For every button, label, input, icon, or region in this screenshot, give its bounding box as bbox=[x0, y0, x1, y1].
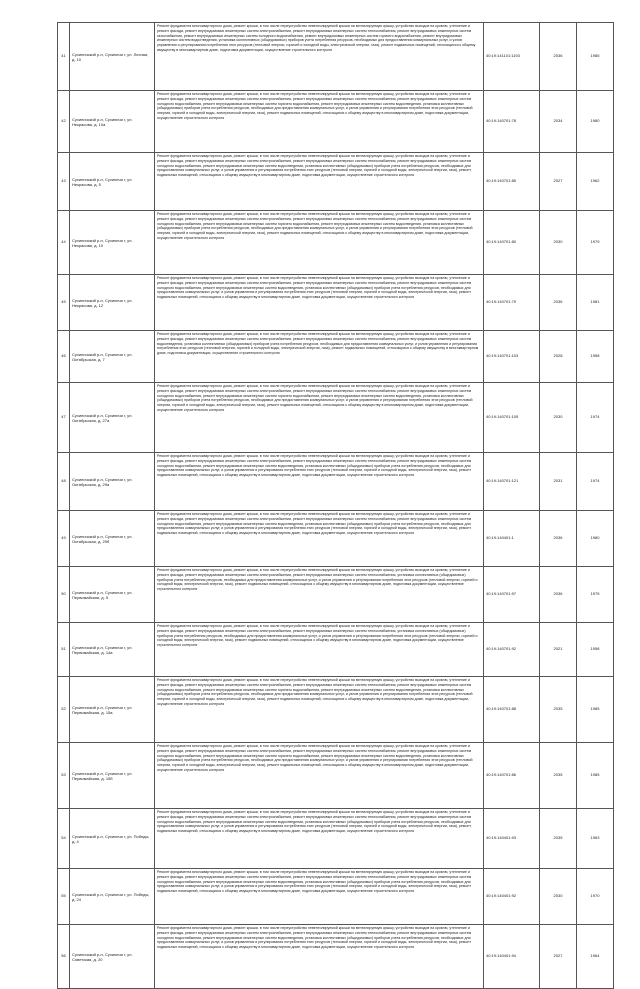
build-year-cell: 1985 bbox=[577, 743, 614, 809]
cadastral-number-cell: 40:19:140701:92 bbox=[484, 623, 540, 677]
table-body bbox=[58, 23, 614, 989]
table-row bbox=[58, 453, 614, 511]
address-cell: Сухиничский р-н, Сухиничи г, ул. Лесная, д. 10 bbox=[70, 23, 155, 91]
planned-year-cell: 2034 bbox=[540, 91, 577, 153]
work-list-cell: Ремонт фундамента многоквартирного дома, ремонт крыши, в том числе переустройство невентилируемой крыши на вентилируемую крышу, устройство выходов на кровлю, утепление и ремонт фасада, ремонт внутридомовых инженерных систем электроснабжения, ремонт внутридомовых инженерных систем теплоснабжения, ремонт внутридомовых инженерных систем водоотведения, установка коллективных (общедомовых) приборов учета потребления ресурсов, необходимых для предоставления коммунальных услуг, и узлов управления и регулирования потребления этих ресурсов (тепловой энергии, горячей и холодной воды, электрической энергии, газа), ремонт подвальных помещений, относящихся к общему имуществу в многоквартирном доме, подготовка документации, осуществление строительного контроля bbox=[155, 331, 484, 383]
cadastral-number-cell: 40:19:141101:1193 bbox=[484, 23, 540, 91]
planned-year-cell: 2030 bbox=[540, 383, 577, 453]
build-year-cell: 1974 bbox=[577, 383, 614, 453]
build-year-cell: 1958 bbox=[577, 623, 614, 677]
planned-year-cell: 2036 bbox=[540, 511, 577, 567]
address-cell: Сухиничский р-н, Сухиничи г, ул. Некрасова, д. 10а bbox=[70, 91, 155, 153]
build-year-cell: 1958 bbox=[577, 331, 614, 383]
build-year-cell: 1970 bbox=[577, 869, 614, 925]
row-number: 42 bbox=[58, 91, 70, 153]
table-row bbox=[58, 91, 614, 153]
table-row bbox=[58, 567, 614, 623]
address-cell: Сухиничский р-н, Сухиничи г, ул. Первомайская, д. 14а bbox=[70, 623, 155, 677]
planned-year-cell: 2027 bbox=[540, 153, 577, 211]
cadastral-number-cell: 40:19:140701:88 bbox=[484, 677, 540, 743]
work-list-cell: Ремонт фундамента многоквартирного дома, ремонт крыши, в том числе переустройство невентилируемой крыши на вентилируемую крышу, устройство выходов на кровлю, утепление и ремонт фасада, ремонт внутридомовых инженерных систем электроснабжения, ремонт внутридомовых инженерных систем теплоснабжения, ремонт внутридомовых инженерных систем холодного водоснабжения, ремонт внутридомовых инженерных систем горячего водоснабжения, ремонт внутридомовых инженерных систем водоотведения, установка коллективных (общедомовых) приборов учета потребления ресурсов, необходимых для предоставления коммунальных услуг, и узлов управления и регулирования потребления этих ресурсов (тепловой энергии, горячей и холодной воды, электрической энергии, газа), ремонт подвальных помещений, относящихся к общему имуществу в многоквартирном доме, подготовка документации, осуществление строительного контроля bbox=[155, 211, 484, 275]
table-row bbox=[58, 925, 614, 989]
address-cell: Сухиничский р-н, Сухиничи г, ул. Первомайская, д. 5 bbox=[70, 567, 155, 623]
address-cell: Сухиничский р-н, Сухиничи г, ул. Победы, д. 24 bbox=[70, 869, 155, 925]
planned-year-cell: 2031 bbox=[540, 453, 577, 511]
planned-year-cell: 2030 bbox=[540, 869, 577, 925]
cadastral-number-cell: 40:19:140701:78 bbox=[484, 91, 540, 153]
planned-year-cell: 2028 bbox=[540, 331, 577, 383]
table-row bbox=[58, 869, 614, 925]
planned-year-cell: 2027 bbox=[540, 925, 577, 989]
row-number: 53 bbox=[58, 743, 70, 809]
build-year-cell: 1974 bbox=[577, 453, 614, 511]
table-row bbox=[58, 809, 614, 869]
table-row bbox=[58, 211, 614, 275]
address-cell: Сухиничский р-н, Сухиничи г, ул. Некрасова, д. 5 bbox=[70, 153, 155, 211]
row-number: 50 bbox=[58, 567, 70, 623]
cadastral-number-cell: 40:19:140401:92 bbox=[484, 869, 540, 925]
planned-year-cell: 2035 bbox=[540, 677, 577, 743]
row-number: 51 bbox=[58, 623, 70, 677]
row-number: 43 bbox=[58, 153, 70, 211]
address-cell: Сухиничский р-н, Сухиничи г, ул. Октябрьская, д. 29б bbox=[70, 511, 155, 567]
cadastral-number-cell: 40:19:140401:93 bbox=[484, 809, 540, 869]
table-row bbox=[58, 511, 614, 567]
address-cell: Сухиничский р-н, Сухиничи г, ул. Некрасова, д. 10 bbox=[70, 211, 155, 275]
build-year-cell: 1964 bbox=[577, 925, 614, 989]
address-cell: Сухиничский р-н, Сухиничи г, ул. Октябрьская, д. 7 bbox=[70, 331, 155, 383]
row-number: 56 bbox=[58, 925, 70, 989]
cadastral-number-cell: 40:19:140401:1 bbox=[484, 511, 540, 567]
build-year-cell: 1963 bbox=[577, 809, 614, 869]
row-number: 54 bbox=[58, 809, 70, 869]
work-list-cell: Ремонт фундамента многоквартирного дома, ремонт крыши, в том числе переустройство невентилируемой крыши на вентилируемую крышу, устройство выходов на кровлю, утепление и ремонт фасада, ремонт внутридомовых инженерных систем электроснабжения, ремонт внутридомовых инженерных систем теплоснабжения, ремонт внутридомовых инженерных систем холодного водоснабжения, ремонт внутридомовых инженерных систем горячего водоснабжения, ремонт внутридомовых инженерных систем водоотведения, установка коллективных (общедомовых) приборов учета потребления ресурсов, необходимых для предоставления коммунальных услуг, и узлов управления и регулирования потребления этих ресурсов (тепловой энергии, горячей и холодной воды, электрической энергии, газа), ремонт подвальных помещений, относящихся к общему имуществу в многоквартирном доме, подготовка документации, осуществление строительного контроля bbox=[155, 743, 484, 809]
address-cell: Сухиничский р-н, Сухиничи г, ул. Первомайская, д. 15б bbox=[70, 743, 155, 809]
build-year-cell: 1975 bbox=[577, 567, 614, 623]
planned-year-cell: 2036 bbox=[540, 23, 577, 91]
address-cell: Сухиничский р-н, Сухиничи г, ул. Некрасова, д. 12 bbox=[70, 275, 155, 331]
cadastral-number-cell: 40:19:140701:79 bbox=[484, 275, 540, 331]
work-list-cell: Ремонт фундамента многоквартирного дома, ремонт крыши, в том числе переустройство невентилируемой крыши на вентилируемую крышу, устройство выходов на кровлю, утепление и ремонт фасада, ремонт внутридомовых инженерных систем электроснабжения, ремонт внутридомовых инженерных систем теплоснабжения, ремонт внутридомовых инженерных систем холодного водоснабжения, ремонт внутридомовых инженерных систем горячего водоснабжения, ремонт внутридомовых инженерных систем водоотведения, установка коллективных (общедомовых) приборов учета потребления ресурсов, необходимых для предоставления коммунальных услуг, и узлов управления и регулирования потребления этих ресурсов (тепловой энергии, горячей и холодной воды, электрической энергии, газа), ремонт подвальных помещений, относящихся к общему имуществу в многоквартирном доме, подготовка документации, осуществление строительного контроля bbox=[155, 91, 484, 153]
build-year-cell: 1980 bbox=[577, 91, 614, 153]
table-row bbox=[58, 623, 614, 677]
cadastral-number-cell: 40:19:140701:121 bbox=[484, 453, 540, 511]
build-year-cell: 1985 bbox=[577, 23, 614, 91]
cadastral-number-cell: 40:19:140701:86 bbox=[484, 743, 540, 809]
work-list-cell: Ремонт фундамента многоквартирного дома, ремонт крыши, в том числе переустройство невентилируемой крыши на вентилируемую крышу, устройство выходов на кровлю, утепление и ремонт фасада, ремонт внутридомовых инженерных систем электроснабжения, ремонт внутридомовых инженерных систем теплоснабжения, ремонт внутридомовых инженерных систем газоснабжения, ремонт внутридомовых инженерных систем холодного водоснабжения, ремонт внутридомовых инженерных систем горячего водоснабжения, ремонт внутридомовых инженерных систем водоотведения, установка коллективных (общедомовых) приборов учета потребления ресурсов, необходимых для предоставления коммунальных услуг, и узлов управления и регулирования потребления этих ресурсов (тепловой энергии, горячей и холодной воды, электрической энергии, газа), ремонт подвальных помещений, относящихся к общему имуществу в многоквартирном доме, подготовка документации, осуществление строительного контроля bbox=[155, 23, 484, 91]
work-list-cell: Ремонт фундамента многоквартирного дома, ремонт крыши, в том числе переустройство невентилируемой крыши на вентилируемую крышу, устройство выходов на кровлю, утепление и ремонт фасада, ремонт внутридомовых инженерных систем электроснабжения, ремонт внутридомовых инженерных систем теплоснабжения, ремонт внутридомовых инженерных систем холодного водоснабжения, ремонт внутридомовых инженерных систем водоотведения, установка коллективных (общедомовых) приборов учета потребления ресурсов, необходимых для предоставления коммунальных услуг, и узлов управления и регулирования потребления этих ресурсов (тепловой энергии, горячей и холодной воды, электрической энергии, газа), ремонт подвальных помещений, относящихся к общему имуществу в многоквартирном доме, подготовка документации, осуществление строительного контроля bbox=[155, 511, 484, 567]
work-list-cell: Ремонт фундамента многоквартирного дома, ремонт крыши, в том числе переустройство невентилируемой крыши на вентилируемую крышу, устройство выходов на кровлю, утепление и ремонт фасада, ремонт внутридомовых инженерных систем электроснабжения, ремонт внутридомовых инженерных систем теплоснабжения, ремонт внутридомовых инженерных систем холодного водоснабжения, ремонт внутридомовых инженерных систем горячего водоснабжения, ремонт внутридомовых инженерных систем водоотведения, установка коллективных (общедомовых) приборов учета потребления ресурсов, необходимых для предоставления коммунальных услуг, и узлов управления и регулирования потребления этих ресурсов (тепловой энергии, горячей и холодной воды, электрической энергии, газа), ремонт подвальных помещений, относящихся к общему имуществу в многоквартирном доме, подготовка документации, осуществление строительного контроля bbox=[155, 677, 484, 743]
planned-year-cell: 2030 bbox=[540, 211, 577, 275]
table-row bbox=[58, 275, 614, 331]
work-list-cell: Ремонт фундамента многоквартирного дома, ремонт крыши, в том числе переустройство невентилируемой крыши на вентилируемую крышу, устройство выходов на кровлю, утепление и ремонт фасада, ремонт внутридомовых инженерных систем электроснабжения, ремонт внутридомовых инженерных систем теплоснабжения, ремонт внутридомовых инженерных систем холодного водоснабжения, ремонт внутридомовых инженерных систем водоотведения, установка коллективных (общедомовых) приборов учета потребления ресурсов, необходимых для предоставления коммунальных услуг, и узлов управления и регулирования потребления этих ресурсов (тепловой энергии, горячей и холодной воды, электрической энергии, газа), ремонт подвальных помещений, относящихся к общему имуществу в многоквартирном доме, подготовка документации, осуществление строительного контроля bbox=[155, 809, 484, 869]
address-cell: Сухиничский р-н, Сухиничи г, ул. Октябрьская, д. 27а bbox=[70, 383, 155, 453]
document-sheet bbox=[57, 22, 613, 989]
planned-year-cell: 2035 bbox=[540, 809, 577, 869]
work-list-cell: Ремонт фундамента многоквартирного дома, ремонт крыши, в том числе переустройство невентилируемой крыши на вентилируемую крышу, устройство выходов на кровлю, утепление и ремонт фасада, ремонт внутридомовых инженерных систем электроснабжения, ремонт внутридомовых инженерных систем теплоснабжения, ремонт внутридомовых инженерных систем холодного водоснабжения, ремонт внутридомовых инженерных систем водоотведения, установка коллективных (общедомовых) приборов учета потребления ресурсов, необходимых для предоставления коммунальных услуг, и узлов управления и регулирования потребления этих ресурсов (тепловой энергии, горячей и холодной воды, электрической энергии, газа), ремонт подвальных помещений, относящихся к общему имуществу в многоквартирном доме, подготовка документации, осуществление строительного контроля bbox=[155, 153, 484, 211]
build-year-cell: 1979 bbox=[577, 211, 614, 275]
cadastral-number-cell: 40:19:140701:105 bbox=[484, 383, 540, 453]
table-row bbox=[58, 23, 614, 91]
cadastral-number-cell: 40:19:140401:94 bbox=[484, 925, 540, 989]
row-number: 47 bbox=[58, 383, 70, 453]
address-cell: Сухиничский р-н, Сухиничи г, ул. Советская, д. 20 bbox=[70, 925, 155, 989]
planned-year-cell: 2036 bbox=[540, 567, 577, 623]
work-list-cell: Ремонт фундамента многоквартирного дома, ремонт крыши, в том числе переустройство невентилируемой крыши на вентилируемую крышу, устройство выходов на кровлю, утепление и ремонт фасада, ремонт внутридомовых инженерных систем электроснабжения, ремонт внутридомовых инженерных систем теплоснабжения, ремонт внутридомовых инженерных систем холодного водоснабжения, ремонт внутридомовых инженерных систем водоотведения, установка коллективных (общедомовых) приборов учета потребления ресурсов, необходимых для предоставления коммунальных услуг, и узлов управления и регулирования потребления этих ресурсов (тепловой энергии, горячей и холодной воды, электрической энергии, газа), ремонт подвальных помещений, относящихся к общему имуществу в многоквартирном доме, подготовка документации, осуществление строительного контроля bbox=[155, 869, 484, 925]
row-number: 52 bbox=[58, 677, 70, 743]
planned-year-cell: 2036 bbox=[540, 275, 577, 331]
row-number: 49 bbox=[58, 511, 70, 567]
row-number: 48 bbox=[58, 453, 70, 511]
address-cell: Сухиничский р-н, Сухиничи г, ул. Первомайская, д. 15а bbox=[70, 677, 155, 743]
address-cell: Сухиничский р-н, Сухиничи г, ул. Октябрьская, д. 29а bbox=[70, 453, 155, 511]
capital-repair-table bbox=[57, 22, 614, 989]
work-list-cell: Ремонт фундамента многоквартирного дома, ремонт крыши, в том числе переустройство невентилируемой крыши на вентилируемую крышу, устройство выходов на кровлю, утепление и ремонт фасада, ремонт внутридомовых инженерных систем электроснабжения, ремонт внутридомовых инженерных систем теплоснабжения, установка коллективных (общедомовых) приборов учета потребления ресурсов, необходимых для предоставления коммунальных услуг, и узлов управления и регулирования потребления этих ресурсов (тепловой энергии, горячей и холодной воды, электрической энергии, газа), ремонт подвальных помещений, относящихся к общему имуществу в многоквартирном доме, подготовка документации, осуществление строительного контроля bbox=[155, 623, 484, 677]
table-row bbox=[58, 743, 614, 809]
table-row bbox=[58, 331, 614, 383]
row-number: 44 bbox=[58, 211, 70, 275]
table-row bbox=[58, 383, 614, 453]
cadastral-number-cell: 40:19:140701:85 bbox=[484, 153, 540, 211]
table-row bbox=[58, 677, 614, 743]
cadastral-number-cell: 40:19:140701:80 bbox=[484, 211, 540, 275]
work-list-cell: Ремонт фундамента многоквартирного дома, ремонт крыши, в том числе переустройство невентилируемой крыши на вентилируемую крышу, устройство выходов на кровлю, утепление и ремонт фасада, ремонт внутридомовых инженерных систем электроснабжения, ремонт внутридомовых инженерных систем теплоснабжения, ремонт внутридомовых инженерных систем холодного водоснабжения, ремонт внутридомовых инженерных систем горячего водоснабжения, ремонт внутридомовых инженерных систем водоотведения, установка коллективных (общедомовых) приборов учета потребления ресурсов, необходимых для предоставления коммунальных услуг, и узлов управления и регулирования потребления этих ресурсов (тепловой энергии, горячей и холодной воды, электрической энергии, газа), ремонт подвальных помещений, относящихся к общему имуществу в многоквартирном доме, подготовка документации, осуществление строительного контроля bbox=[155, 383, 484, 453]
build-year-cell: 1980 bbox=[577, 511, 614, 567]
row-number: 55 bbox=[58, 869, 70, 925]
planned-year-cell: 2021 bbox=[540, 623, 577, 677]
build-year-cell: 1962 bbox=[577, 153, 614, 211]
work-list-cell: Ремонт фундамента многоквартирного дома, ремонт крыши, в том числе переустройство невентилируемой крыши на вентилируемую крышу, устройство выходов на кровлю, утепление и ремонт фасада, ремонт внутридомовых инженерных систем электроснабжения, ремонт внутридомовых инженерных систем теплоснабжения, установка коллективных (общедомовых) приборов учета потребления ресурсов, необходимых для предоставления коммунальных услуг, и узлов управления и регулирования потребления этих ресурсов (тепловой энергии, горячей и холодной воды, электрической энергии, газа), ремонт подвальных помещений, относящихся к общему имуществу в многоквартирном доме, подготовка документации, осуществление строительного контроля bbox=[155, 567, 484, 623]
work-list-cell: Ремонт фундамента многоквартирного дома, ремонт крыши, в том числе переустройство невентилируемой крыши на вентилируемую крышу, устройство выходов на кровлю, утепление и ремонт фасада, ремонт внутридомовых инженерных систем электроснабжения, ремонт внутридомовых инженерных систем теплоснабжения, ремонт внутридомовых инженерных систем холодного водоснабжения, ремонт внутридомовых инженерных систем водоотведения, установка коллективных (общедомовых) приборов учета потребления ресурсов, необходимых для предоставления коммунальных услуг, и узлов управления и регулирования потребления этих ресурсов (тепловой энергии, горячей и холодной воды, электрической энергии, газа), ремонт подвальных помещений, относящихся к общему имуществу в многоквартирном доме, подготовка документации, осуществление строительного контроля bbox=[155, 925, 484, 989]
row-number: 41 bbox=[58, 23, 70, 91]
row-number: 46 bbox=[58, 331, 70, 383]
build-year-cell: 1981 bbox=[577, 275, 614, 331]
work-list-cell: Ремонт фундамента многоквартирного дома, ремонт крыши, в том числе переустройство невентилируемой крыши на вентилируемую крышу, устройство выходов на кровлю, утепление и ремонт фасада, ремонт внутридомовых инженерных систем электроснабжения, ремонт внутридомовых инженерных систем теплоснабжения, ремонт внутридомовых инженерных систем холодного водоснабжения, ремонт внутридомовых инженерных систем водоотведения, установка коллективных (общедомовых) приборов учета потребления ресурсов, необходимых для предоставления коммунальных услуг, и узлов управления и регулирования потребления этих ресурсов (тепловой энергии, горячей и холодной воды, электрической энергии, газа), ремонт подвальных помещений, относящихся к общему имуществу в многоквартирном доме, подготовка документации, осуществление строительного контроля bbox=[155, 453, 484, 511]
planned-year-cell: 2035 bbox=[540, 743, 577, 809]
build-year-cell: 1985 bbox=[577, 677, 614, 743]
table-row bbox=[58, 153, 614, 211]
cadastral-number-cell: 40:19:140701:103 bbox=[484, 331, 540, 383]
row-number: 45 bbox=[58, 275, 70, 331]
work-list-cell: Ремонт фундамента многоквартирного дома, ремонт крыши, в том числе переустройство невентилируемой крыши на вентилируемую крышу, устройство выходов на кровлю, утепление и ремонт фасада, ремонт внутридомовых инженерных систем электроснабжения, ремонт внутридомовых инженерных систем теплоснабжения, ремонт внутридомовых инженерных систем холодного водоснабжения, ремонт внутридомовых инженерных систем водоотведения, установка коллективных (общедомовых) приборов учета потребления ресурсов, необходимых для предоставления коммунальных услуг, и узлов управления и регулирования потребления этих ресурсов (тепловой энергии, горячей и холодной воды, электрической энергии, газа), ремонт подвальных помещений, относящихся к общему имуществу в многоквартирном доме, подготовка документации, осуществление строительного контроля bbox=[155, 275, 484, 331]
cadastral-number-cell: 40:19:140701:97 bbox=[484, 567, 540, 623]
address-cell: Сухиничский р-н, Сухиничи г, ул. Победы, д. 4 bbox=[70, 809, 155, 869]
